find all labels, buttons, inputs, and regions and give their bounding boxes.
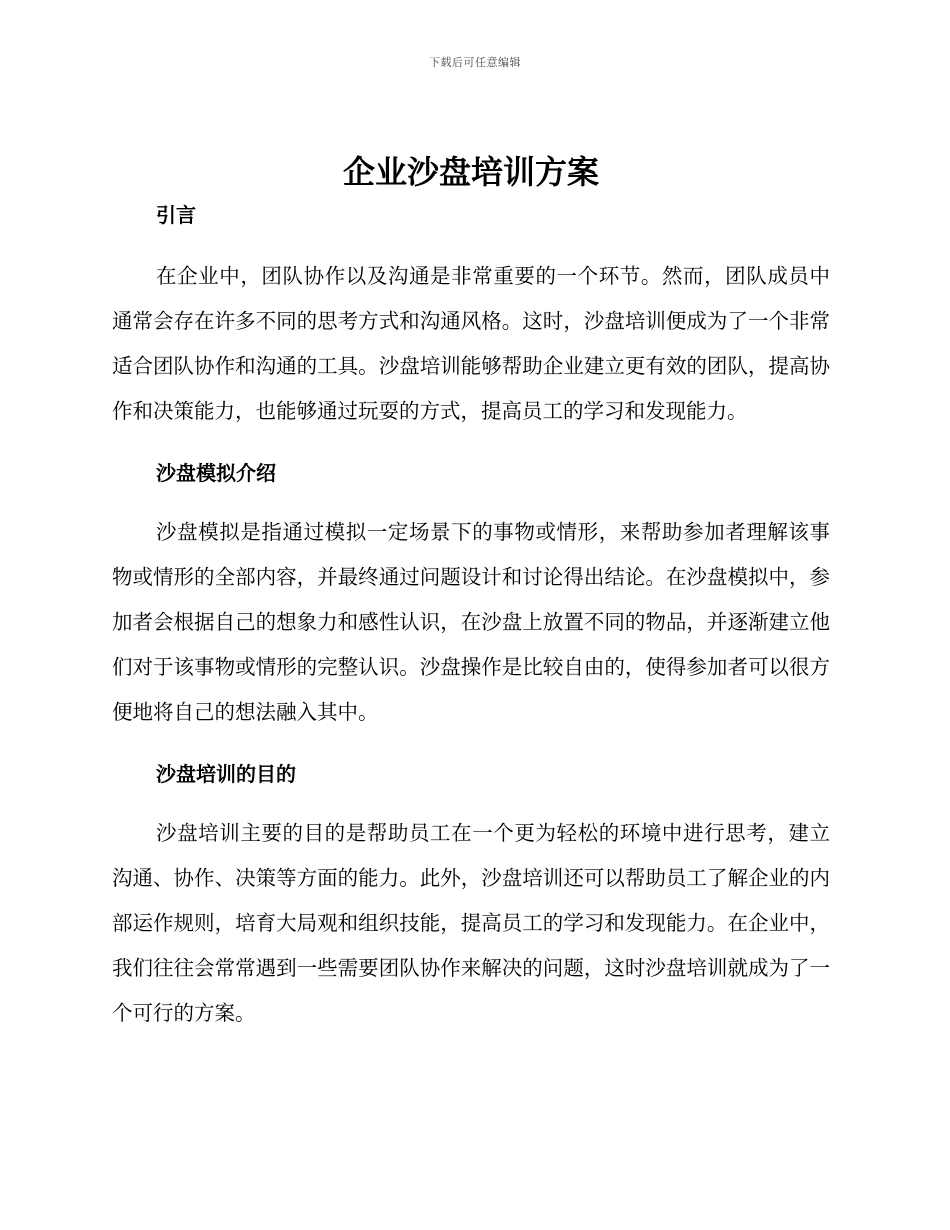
- document-title: 企业沙盘培训方案: [342, 153, 599, 191]
- section-heading-training-purpose: 沙盘培训的目的: [156, 762, 296, 786]
- section-heading-introduction: 引言: [156, 203, 196, 227]
- section-paragraph-introduction: 在企业中，团队协作以及沟通是非常重要的一个环节。然而，团队成员中通常会存在许多不同的思考方式和沟通风格。这时，沙盘培训便成为了一个非常适合团队协作和沟通的工具。沙盘培训能够帮助企业建立更有效的团队，提高协作和决策能力，也能够通过玩耍的方式，提高员工的学习和发现能力。: [112, 264, 830, 423]
- section-paragraph-sandbox-simulation: 沙盘模拟是指通过模拟一定场景下的事物或情形，来帮助参加者理解该事物或情形的全部内容，并最终通过问题设计和讨论得出结论。在沙盘模拟中，参加者会根据自己的想象力和感性认识，在沙盘上放置不同的物品，并逐渐建立他们对于该事物或情形的完整认识。沙盘操作是比较自由的，使得参加者可以很方便地将自己的想法融入其中。: [112, 520, 830, 724]
- section-heading-sandbox-simulation: 沙盘模拟介绍: [156, 461, 276, 485]
- header-note: 下载后可任意编辑: [429, 56, 521, 69]
- document-content: [112, 150, 830, 1036]
- section-paragraph-training-purpose: 沙盘培训主要的目的是帮助员工在一个更为轻松的环境中进行思考，建立沟通、协作、决策等方面的能力。此外，沙盘培训还可以帮助员工了解企业的内部运作规则，培育大局观和组织技能，提高员工的学习和发现能力。在企业中，我们往往会常常遇到一些需要团队协作来解决的问题，这时沙盘培训就成为了一个可行的方案。: [112, 821, 830, 1025]
